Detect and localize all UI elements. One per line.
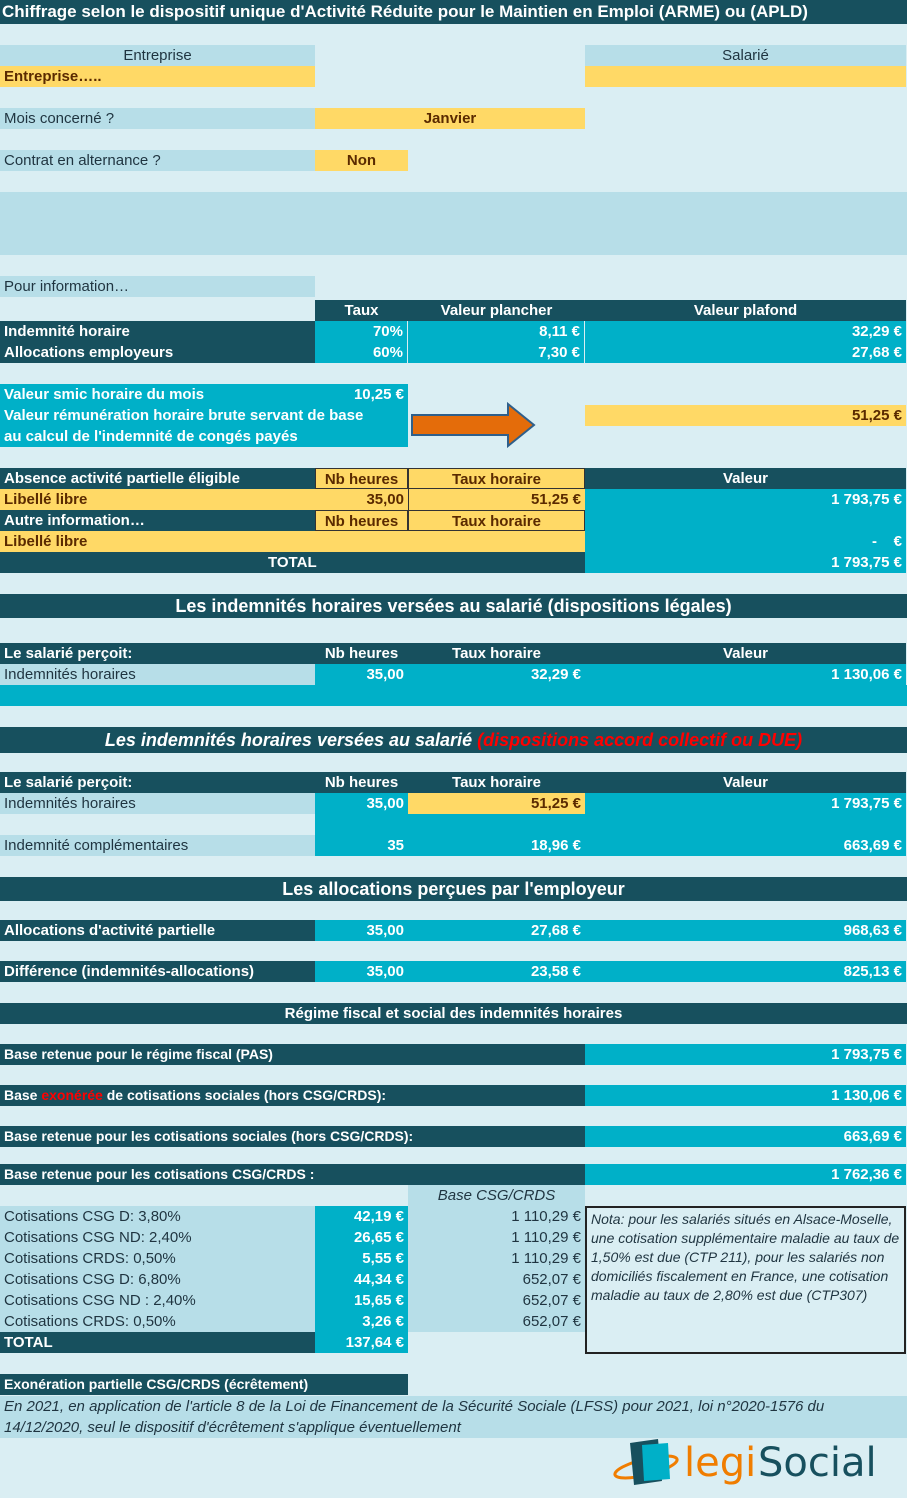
salarie-name-field[interactable] [585, 66, 906, 87]
accord-row1-nb: 35,00 [366, 795, 404, 812]
page-title: Chiffrage selon le dispositif unique d'Activité Réduite pour le Maintien en Emploi (ARME) ou (APLD) [0, 0, 907, 24]
cotisation-base: 1 110,29 € [511, 1250, 581, 1267]
accord-row1-label: Indemnités horaires [0, 793, 315, 814]
arrow-right-icon [410, 402, 538, 448]
accord-row2-valeur: 663,69 € [843, 837, 902, 854]
remu-value[interactable]: 51,25 € [585, 405, 906, 426]
accord-band [0, 727, 907, 753]
info-row-plancher: 8,11 € [408, 321, 585, 342]
csg-value: 1 762,36 € [585, 1164, 906, 1185]
info-row-label: Allocations employeurs [0, 342, 315, 363]
info-col-plafond: Valeur plafond [585, 300, 906, 321]
autre-col-taux: Taux horaire [408, 510, 585, 531]
cotisation-base: 1 110,29 € [511, 1229, 581, 1246]
absence-total-label: TOTAL [268, 554, 317, 571]
alloc-row1-taux: 27,68 € [408, 920, 585, 941]
entreprise-name-field[interactable]: Entreprise….. [0, 66, 315, 87]
remu-label-1: Valeur rémunération horaire brute servant de base [4, 407, 364, 424]
cotisation-amount: 42,19 € [315, 1206, 408, 1227]
allocations-band: Les allocations perçues par l'employeur [0, 877, 907, 901]
legal-col-valeur: Valeur [585, 643, 906, 664]
cotisation-amount: 15,65 € [315, 1290, 408, 1311]
info-row-taux: 70% [315, 321, 408, 342]
mois-label: Mois concerné ? [0, 108, 315, 129]
cotisation-label: Cotisations CSG D: 3,80% [0, 1206, 315, 1227]
accord-row2-nb: 35 [387, 837, 404, 854]
alloc-row2-label: Différence (indemnités-allocations) [0, 961, 315, 982]
accord-col-valeur: Valeur [585, 772, 906, 793]
legal-row-label: Indemnités horaires [0, 664, 315, 685]
cotisation-label: Cotisations CSG ND: 2,40% [0, 1227, 315, 1248]
csg-label: Base retenue pour les cotisations CSG/CRDS : [0, 1164, 585, 1185]
accord-row2-label: Indemnité complémentaires [0, 835, 315, 856]
cotisation-label: Cotisations CSG D: 6,80% [0, 1269, 315, 1290]
cotisation-label: Cotisations CRDS: 0,50% [0, 1248, 315, 1269]
absence-col-nb: Nb heures [315, 468, 408, 489]
legal-row-nb: 35,00 [315, 664, 408, 685]
legal-row-valeur: 1 130,06 € [585, 664, 906, 685]
smic-label: Valeur smic horaire du mois [4, 386, 205, 403]
info-col-plancher: Valeur plancher [408, 300, 585, 321]
exo-label [0, 1085, 585, 1106]
cotisation-amount: 44,34 € [315, 1269, 408, 1290]
cotisation-base: 652,07 € [522, 1271, 581, 1288]
absence-row2-nb[interactable] [315, 531, 585, 552]
alloc-row1-nb: 35,00 [315, 920, 408, 941]
accord-head-label: Le salarié perçoit: [0, 772, 315, 793]
autre-title: Autre information… [0, 510, 315, 531]
ecretement-text: En 2021, en application de l'article 8 de la Loi de Financement de la Sécurité Sociale (LFSS) pour 2021, loi n°2020-1576 du 14/12/2020, seul le dispositif d'écrêtement s'applique éventuellement [0, 1396, 907, 1438]
info-row-plafond: 32,29 € [585, 321, 906, 342]
pas-label: Base retenue pour le régime fiscal (PAS) [0, 1044, 585, 1065]
alloc-row1-valeur: 968,63 € [585, 920, 906, 941]
soc-label: Base retenue pour les cotisations sociales (hors CSG/CRDS): [0, 1126, 585, 1147]
cotisation-base: 652,07 € [522, 1292, 581, 1309]
accord-band-main: Les indemnités horaires versées au salarié [104, 730, 478, 750]
remu-label-2: au calcul de l'indemnité de congés payés [4, 428, 298, 445]
exo-value: 1 130,06 € [585, 1085, 906, 1106]
info-row-taux: 60% [315, 342, 408, 363]
cotisation-base: 652,07 € [522, 1313, 581, 1330]
exo-pre: Base [4, 1087, 42, 1103]
logo-text-legi: legi [684, 1440, 757, 1486]
legal-col-taux: Taux horaire [408, 643, 585, 664]
cotisation-amount: 3,26 € [315, 1311, 408, 1332]
logo-mark-icon [612, 1437, 684, 1489]
absence-row1-nb[interactable]: 35,00 [315, 489, 408, 510]
legal-row-taux: 32,29 € [408, 664, 585, 685]
cotisation-total-label: TOTAL [0, 1332, 315, 1353]
accord-col-taux: Taux horaire [408, 772, 585, 793]
absence-row1-taux[interactable]: 51,25 € [408, 489, 585, 510]
info-row-plancher: 7,30 € [408, 342, 585, 363]
absence-row1-label[interactable]: Libellé libre [0, 489, 315, 510]
pas-value: 1 793,75 € [585, 1044, 906, 1065]
alloc-row2-nb: 35,00 [315, 961, 408, 982]
legal-band: Les indemnités horaires versées au salarié (dispositions légales) [0, 594, 907, 618]
cotisation-base: 1 110,29 € [511, 1208, 581, 1225]
logo-text-social: Social [758, 1440, 877, 1486]
regime-band: Régime fiscal et social des indemnités horaires [0, 1003, 907, 1024]
alloc-row1-label: Allocations d'activité partielle [0, 920, 315, 941]
entreprise-header: Entreprise [0, 45, 315, 66]
accord-row2-taux: 18,96 € [530, 837, 581, 854]
absence-total-value: 1 793,75 € [831, 554, 902, 571]
accord-band-red: (dispositions accord collectif ou DUE) [477, 730, 803, 750]
legal-col-nb: Nb heures [315, 643, 408, 664]
absence-col-valeur: Valeur [585, 468, 906, 489]
salarie-header: Salarié [585, 45, 906, 66]
soc-value: 663,69 € [585, 1126, 906, 1147]
absence-row1-valeur: 1 793,75 € [831, 491, 902, 508]
absence-row2-label[interactable]: Libellé libre [0, 531, 315, 552]
accord-row1-valeur: 1 793,75 € [831, 795, 902, 812]
exo-red: exonérée [41, 1087, 103, 1103]
cotisation-amount: 5,55 € [315, 1248, 408, 1269]
absence-col-taux: Taux horaire [408, 468, 585, 489]
alternance-select[interactable]: Non [315, 150, 408, 171]
smic-value: 10,25 € [353, 386, 404, 403]
autre-col-nb: Nb heures [315, 510, 408, 531]
absence-title: Absence activité partielle éligible [0, 468, 315, 489]
cotisation-amount: 26,65 € [315, 1227, 408, 1248]
absence-row2-valeur: - € [871, 533, 902, 550]
alloc-row2-valeur: 825,13 € [585, 961, 906, 982]
cotisation-label: Cotisations CSG ND : 2,40% [0, 1290, 315, 1311]
blank-band [0, 192, 907, 255]
info-col-taux: Taux [315, 300, 408, 321]
alsace-moselle-note: Nota: pour les salariés situés en Alsace-Moselle, une cotisation supplémentaire maladie au taux de 1,50% est due (CTP 211), pour les salariés non domiciliés fiscalement en France, une cotisation maladie au taux de 2,80% est due (CTP307) [585, 1206, 906, 1354]
alternance-label: Contrat en alternance ? [0, 150, 315, 171]
legal-spacer [0, 685, 907, 706]
exo-post: de cotisations sociales (hors CSG/CRDS): [102, 1087, 387, 1103]
mois-select[interactable]: Janvier [315, 108, 585, 129]
info-row-label: Indemnité horaire [0, 321, 315, 342]
base-csg-header: Base CSG/CRDS [408, 1185, 585, 1206]
cotisation-label: Cotisations CRDS: 0,50% [0, 1311, 315, 1332]
accord-col-nb: Nb heures [315, 772, 408, 793]
cotisation-total-value: 137,64 € [315, 1332, 408, 1353]
legal-head-label: Le salarié perçoit: [0, 643, 315, 664]
ecretement-label: Exonération partielle CSG/CRDS (écrêtement) [0, 1374, 408, 1395]
alloc-row2-taux: 23,58 € [408, 961, 585, 982]
legisocial-logo [612, 1437, 877, 1489]
info-label: Pour information… [0, 276, 315, 297]
accord-row1-taux[interactable]: 51,25 € [408, 793, 585, 814]
info-row-plafond: 27,68 € [585, 342, 906, 363]
